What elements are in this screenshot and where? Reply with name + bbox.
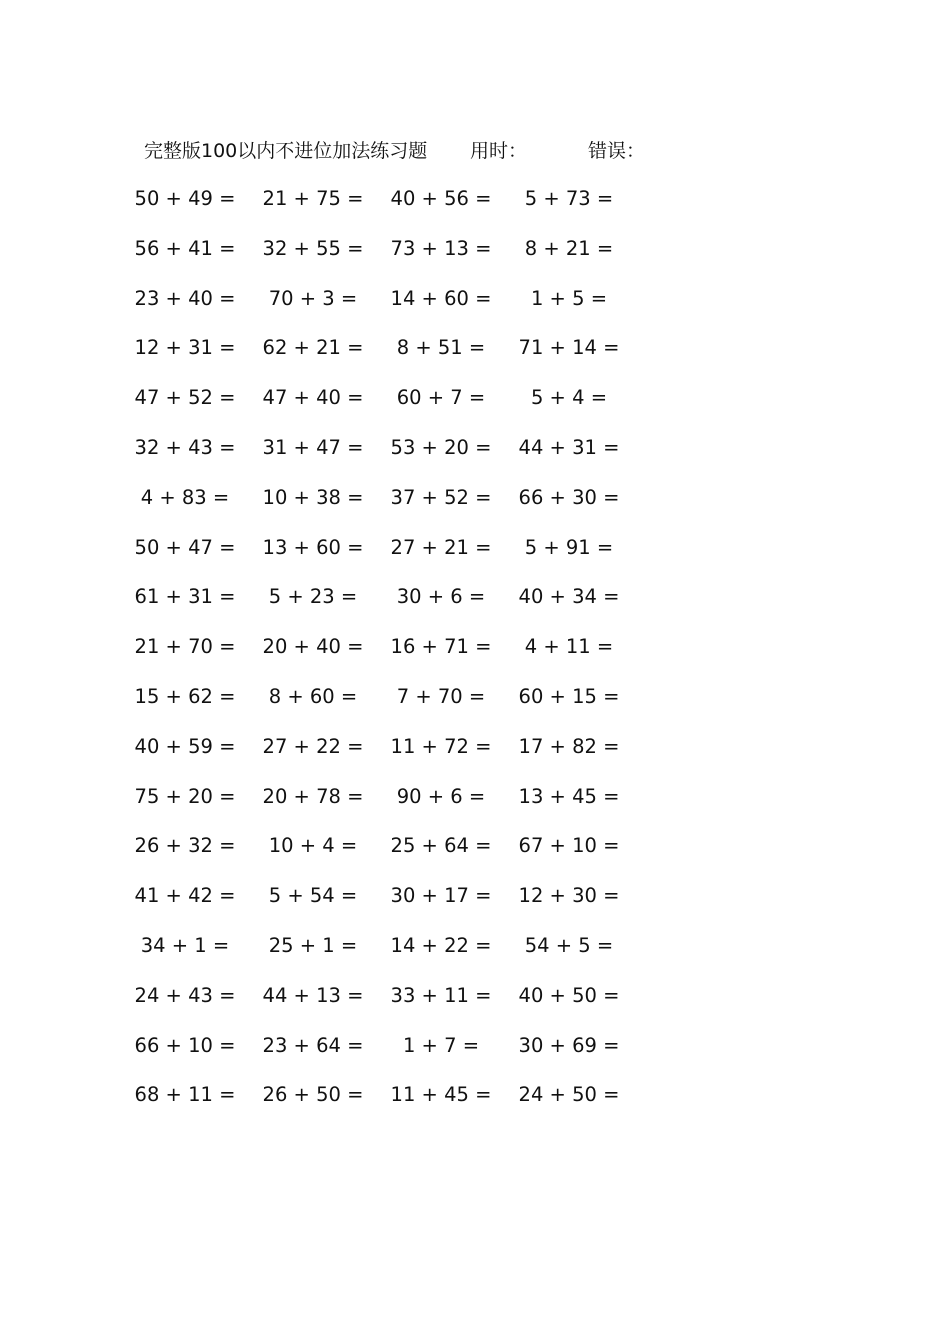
problem-row [0, 534, 950, 584]
problem: 70 + 3 = [268, 286, 358, 310]
problem: 26 + 32 = [134, 834, 236, 858]
problem: 25 + 64 = [390, 834, 492, 858]
problem: 47 + 40 = [262, 386, 364, 410]
problem: 12 + 30 = [518, 884, 620, 908]
problem: 8 + 60 = [268, 684, 358, 708]
problem-row [0, 384, 950, 434]
problem: 66 + 30 = [518, 485, 620, 509]
problem: 34 + 1 = [140, 933, 230, 957]
problem: 21 + 75 = [262, 187, 364, 210]
problem: 24 + 50 = [518, 1083, 620, 1107]
problem: 17 + 82 = [518, 734, 620, 758]
problem: 68 + 11 = [134, 1083, 236, 1107]
problem: 30 + 69 = [518, 1033, 620, 1057]
problem: 20 + 78 = [262, 784, 364, 808]
problem: 66 + 10 = [134, 1033, 236, 1057]
problem: 40 + 34 = [518, 585, 620, 609]
problem: 27 + 21 = [390, 535, 492, 559]
problem: 5 + 91 = [524, 535, 614, 559]
problem-row [0, 1081, 950, 1131]
problem: 8 + 21 = [524, 236, 614, 260]
problem: 16 + 71 = [390, 635, 492, 659]
problem: 50 + 49 = [134, 187, 236, 210]
problem-row [0, 434, 950, 484]
problem: 1 + 7 = [402, 1033, 480, 1057]
problem: 32 + 43 = [134, 435, 236, 459]
problem: 5 + 73 = [524, 187, 614, 210]
problem: 13 + 45 = [518, 784, 620, 808]
problem: 44 + 31 = [518, 435, 620, 459]
problem: 23 + 40 = [134, 286, 236, 310]
problem: 73 + 13 = [390, 236, 492, 260]
problem-row [0, 832, 950, 882]
problem: 5 + 23 = [268, 585, 358, 609]
worksheet-title: 完整版100以内不进位加法练习题 [144, 140, 428, 162]
problem: 71 + 14 = [518, 336, 620, 360]
problem: 24 + 43 = [134, 983, 236, 1007]
problem: 61 + 31 = [134, 585, 236, 609]
problem: 4 + 11 = [524, 635, 614, 659]
problem: 33 + 11 = [390, 983, 492, 1007]
problem: 20 + 40 = [262, 635, 364, 659]
problem-row [0, 185, 950, 235]
problem: 37 + 52 = [390, 485, 492, 509]
problem: 40 + 59 = [134, 734, 236, 758]
problem: 30 + 6 = [396, 585, 486, 609]
problem-row [0, 783, 950, 833]
problem: 56 + 41 = [134, 236, 236, 260]
problem: 5 + 54 = [268, 884, 358, 908]
worksheet-header [0, 137, 950, 165]
problem: 8 + 51 = [396, 336, 486, 360]
problem: 40 + 50 = [518, 983, 620, 1007]
problem: 54 + 5 = [524, 933, 614, 957]
problem-row [0, 633, 950, 683]
problem: 11 + 72 = [390, 734, 492, 758]
problem-row [0, 982, 950, 1032]
problem: 1 + 5 = [530, 286, 608, 310]
problem: 13 + 60 = [262, 535, 364, 559]
problem: 44 + 13 = [262, 983, 364, 1007]
problem: 11 + 45 = [390, 1083, 492, 1107]
time-label: 用时： [470, 140, 528, 162]
problem: 53 + 20 = [390, 435, 492, 459]
problem: 31 + 47 = [262, 435, 364, 459]
problem: 15 + 62 = [134, 684, 236, 708]
problem-row [0, 683, 950, 733]
problem: 41 + 42 = [134, 884, 236, 908]
problem: 7 + 70 = [396, 684, 486, 708]
problem-row [0, 484, 950, 534]
problem: 14 + 60 = [390, 286, 492, 310]
problem-row [0, 932, 950, 982]
problem: 75 + 20 = [134, 784, 236, 808]
problem: 30 + 17 = [390, 884, 492, 908]
problem: 67 + 10 = [518, 834, 620, 858]
problem: 21 + 70 = [134, 635, 236, 659]
problem-grid [0, 185, 950, 1131]
problem: 62 + 21 = [262, 336, 364, 360]
problem: 4 + 83 = [140, 485, 230, 509]
problem: 50 + 47 = [134, 535, 236, 559]
problem: 10 + 4 = [268, 834, 358, 858]
problem: 10 + 38 = [262, 485, 364, 509]
problem-row [0, 1032, 950, 1082]
problem: 12 + 31 = [134, 336, 236, 360]
problem-row [0, 285, 950, 335]
problem: 27 + 22 = [262, 734, 364, 758]
problem: 25 + 1 = [268, 933, 358, 957]
problem-row [0, 882, 950, 932]
problem: 32 + 55 = [262, 236, 364, 260]
problem: 26 + 50 = [262, 1083, 364, 1107]
problem: 23 + 64 = [262, 1033, 364, 1057]
problem: 90 + 6 = [396, 784, 486, 808]
problem-row [0, 583, 950, 633]
problem: 60 + 7 = [396, 386, 486, 410]
error-label: 错误： [588, 140, 646, 162]
problem-row [0, 733, 950, 783]
problem: 14 + 22 = [390, 933, 492, 957]
problem: 5 + 4 = [530, 386, 608, 410]
problem-row [0, 334, 950, 384]
problem-row [0, 235, 950, 285]
problem: 40 + 56 = [390, 187, 492, 210]
problem: 47 + 52 = [134, 386, 236, 410]
problem: 60 + 15 = [518, 684, 620, 708]
